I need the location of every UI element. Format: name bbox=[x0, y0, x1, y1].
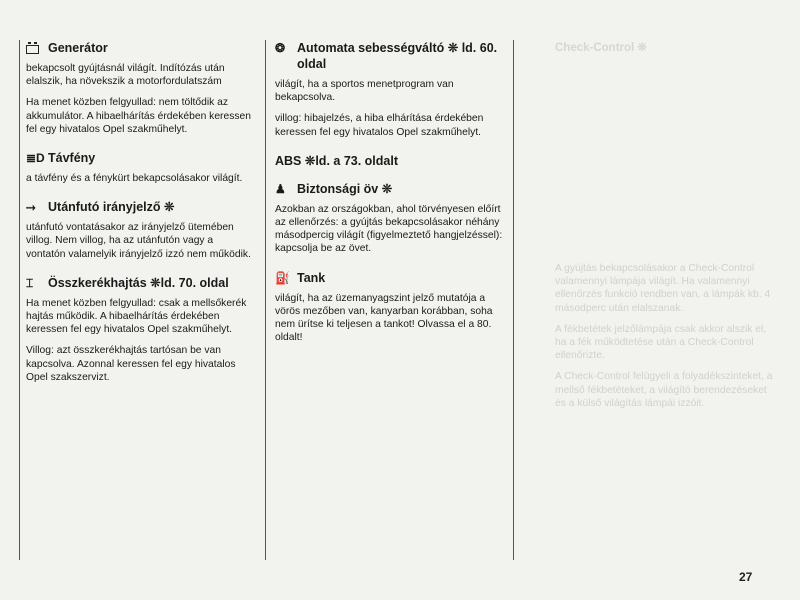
automatic-text-1: világít, ha a sportos menetprogram van bekapcsolva. bbox=[275, 79, 454, 104]
page-number: 27 bbox=[739, 570, 753, 584]
abs-title: ABS ❊ld. a 73. oldalt bbox=[275, 153, 398, 168]
automatic-heading bbox=[275, 40, 507, 72]
highbeam-text-1: a távfény és a fénykürt bekapcsolásakor világít. bbox=[26, 173, 243, 185]
trailer-title: Utánfutó irányjelző ❊ bbox=[48, 200, 175, 215]
section-trailer bbox=[26, 199, 252, 261]
tank-title: Tank bbox=[297, 270, 326, 285]
highbeam-heading bbox=[26, 150, 252, 166]
awd-text-2: Villog: azt összkerékhajtás tartósan be van kapcsolva. Azonnal keressen fel egy hivatalos Opel szakszervizt. bbox=[26, 345, 236, 383]
check-control-title: Check-Control ❊ bbox=[555, 42, 648, 54]
generator-heading bbox=[26, 40, 252, 56]
column-1 bbox=[26, 40, 252, 392]
belt-heading bbox=[275, 181, 507, 197]
trailer-indicator-icon: ⤑ bbox=[26, 200, 36, 215]
high-beam-icon: ≣D bbox=[26, 151, 45, 166]
gear-icon: ❂ bbox=[275, 41, 286, 55]
seatbelt-icon: ♟ bbox=[275, 181, 286, 196]
section-awd bbox=[26, 275, 252, 384]
column-3-bleed-through bbox=[555, 40, 780, 418]
automatic-text-2: villog: hibajelzés, a hiba elhárítása érdekében keressen fel egy hivatalos Opel szakműhelyt. bbox=[275, 113, 484, 138]
awd-text-1: Ha menet közben felgyullad: csak a mellsőkerék hajtás működik. A hibaelhárítás érdekében keressen fel egy hivatalos Opel szakműhelyt. bbox=[26, 297, 247, 336]
generator-text-1: bekapcsolt gyújtásnál világít. Indítózás után elalszik, ha növekszik a motorfordulatszám bbox=[26, 63, 225, 88]
section-automatic bbox=[275, 40, 507, 139]
section-highbeam bbox=[26, 150, 252, 185]
belt-title: Biztonsági öv ❊ bbox=[297, 181, 393, 196]
trailer-text-1: utánfutó vontatásakor az irányjelző ütemében villog. Nem villog, ha az utánfutón vagy a vontatón valamelyik irányjelző izzó nem működik. bbox=[26, 222, 251, 260]
fuel-pump-icon: ⛽ bbox=[275, 270, 290, 285]
highbeam-title: Távfény bbox=[48, 151, 96, 166]
automatic-title: Automata sebességváltó ❊ ld. 60. oldal bbox=[297, 41, 498, 71]
column-divider-left bbox=[19, 40, 20, 560]
section-generator bbox=[26, 40, 252, 136]
abs-heading bbox=[275, 153, 507, 169]
check-control-text-3: A Check-Control felügyeli a folyadékszinteket, a mellső fékbetéteket, a világító berendezéseket és a külső világítás lámpái izzóit. bbox=[555, 371, 773, 409]
tank-heading bbox=[275, 270, 507, 286]
awd-heading bbox=[26, 275, 252, 291]
tank-text-1: világít, ha az üzemanyagszint jelző mutatója a vörös mezőben van, kanyarban korábban, soha nem ürítse ki teljesen a tankot! Olvassa el a 80. oldalt! bbox=[275, 292, 493, 344]
section-tank bbox=[275, 270, 507, 345]
awd-title: Összkerékhajtás ❊ld. 70. oldal bbox=[48, 275, 229, 290]
section-abs bbox=[275, 153, 507, 169]
battery-icon bbox=[26, 40, 48, 56]
column-divider-middle bbox=[265, 40, 266, 560]
trailer-heading bbox=[26, 199, 252, 215]
awd-icon: ⌶ bbox=[26, 275, 34, 290]
belt-text-1: Azokban az országokban, ahol törvényesen előírt az ellenőrzés: a gyújtás bekapcsolásakor néhány másodpercig világít (figyelmeztető hangjelzéssel): kapcsolja be az övet. bbox=[275, 203, 503, 255]
generator-title: Generátor bbox=[48, 41, 108, 55]
generator-text-2: Ha menet közben felgyullad: nem töltődik az akkumulátor. A hibaelhárítás érdekében keressen fel egy hivatalos Opel szakműhelyt. bbox=[26, 97, 251, 135]
column-divider-right bbox=[513, 40, 514, 560]
column-2 bbox=[275, 40, 507, 352]
check-control-text-2: A fékbetétek jelzőlámpája csak akkor alszik el, ha a fék működtetése után a Check-Control ellenőrizte. bbox=[555, 323, 767, 362]
check-control-text-1: A gyújtás bekapcsolásakor a Check-Control valamennyi lámpája világít. Ha valamennyi ellenőrzés funkció rendben van, a lámpák kb. 4 másodperc után elalszanak. bbox=[555, 263, 771, 314]
section-belt bbox=[275, 181, 507, 256]
